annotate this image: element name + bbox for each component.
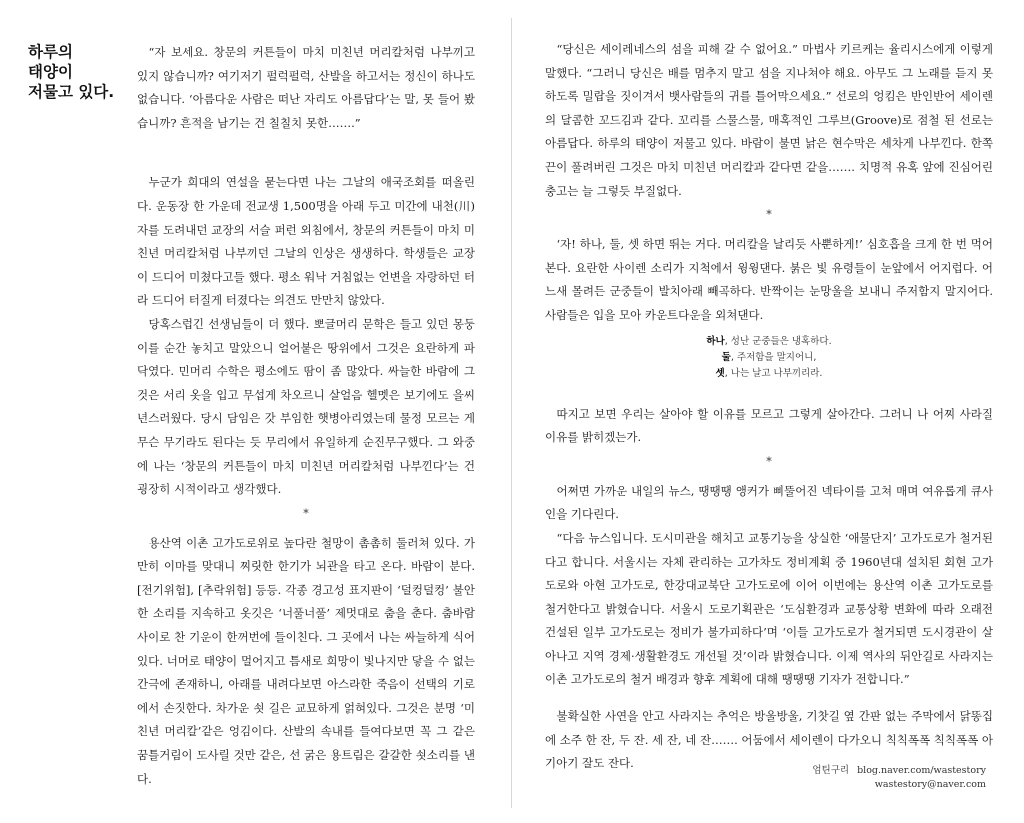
paragraph: 따지고 보면 우리는 살아야 할 이유를 모르고 그렇게 살아간다. 그러니 나 어찌 사라질 이유를 밝히겠는가. (545, 406, 993, 445)
chapter-title-line: 하루의 (28, 43, 73, 61)
paragraph: 당혹스럽긴 선생님들이 더 했다. 뽀글머리 문학은 들고 있던 몽둥이를 순간 놓치고 말았으니 얼어붙은 땅위에서 그것은 요란하게 파닥였다. 민머리 수학은 평소에도 땀이 좀 많았다. 싸늘한 바람에 그것은 서리 옷을 입고 무섭게 차오르니 살얼음 헬멧은 보기에도 을씨년스러웠다. 당시 담임은 갓 부임한 햇병아리였는데 물정 모르는 게 무슨 무기라도 된다는 듯 무리에서 유일하게 순진무구했다. 그 와중에 나는 ‘창문의 커튼들이 마치 미친년 머리칼처럼 나부낀다’는 건 굉장히 시적이라고 생각했다. (137, 316, 475, 497)
paragraph: “당신은 세이레네스의 섬을 피해 갈 수 없어요.” 마법사 키르케는 율리시스에게 이렇게 말했다. “그러니 당신은 배를 멈추지 말고 섬을 지나쳐야 해요. 아무도 그 노래를 듣지 못하도록 밀랍을 짓이겨서 뱃사람들의 귀를 틀어막으세요.” 선로의 엉킴은 반인반어 세이렌의 달콤한 꼬드김과 같다. 꼬리를 스물스물, 매혹적인 그루브(Groove)로 점철 된 선로는 아름답다. 하루의 태양이 저물고 있다. 바람이 불면 낡은 현수막은 세차게 나부낀다. 한쪽 끈이 풀려버린 그것은 마치 미친년 머리칼과 같다면 같을……. 치명적 유혹 앞에 진심어린 충고는 늘 그렇듯 부질없다. (545, 42, 993, 198)
verse-number: 하나 (706, 335, 725, 347)
verse-line (545, 334, 993, 350)
page-gutter (511, 18, 512, 808)
section-break: * (766, 454, 772, 468)
author-credit (804, 764, 986, 792)
verse-number: 둘 (721, 351, 731, 363)
right-page-column (545, 38, 993, 776)
section-break: * (303, 506, 309, 520)
countdown-verse (545, 334, 993, 382)
paragraph: “자 보세요. 창문의 커튼들이 마치 미친년 머리칼처럼 나부끼고 있지 않습니까? 여기저기 펄럭펄럭, 산발을 하고서는 정신이 하나도 없습니다. ‘아름다운 사람은 떠난 자리도 아름답다’는 말, 못 들어 봤습니까? 흔적을 남기는 건 칠칠치 못한…….” (137, 45, 475, 130)
left-page-column (137, 41, 475, 791)
blog-link[interactable]: blog.naver.com/wastestory (857, 765, 986, 776)
paragraph: 불확실한 사연을 안고 사라지는 추억은 방울방울, 기찻길 옆 간판 없는 주막에서 닭똥집에 소주 한 잔, 두 잔. 세 잔, 네 잔……. 어둠에서 세이렌이 다가오니 칙칙폭폭 칙칙폭폭 아기아기 잘도 잔다. (545, 709, 993, 771)
chapter-title-line: 저물고 있다. (28, 83, 115, 101)
paragraph: 어쩌면 가까운 내일의 뉴스, 땡땡땡 앵커가 삐뚤어진 넥타이를 고쳐 매며 여유롭게 큐사인을 기다린다. (545, 483, 993, 522)
verse-text: , 나는 날고 나부끼리라. (724, 367, 823, 379)
chapter-title-line: 태양이 (28, 63, 73, 81)
paragraph: “다음 뉴스입니다. 도시미관을 해치고 교통기능을 상실한 ‘애물단지’ 고가도로가 철거된다고 합니다. 서울시는 자체 관리하는 고가차도 정비계획 중 1960년대 설치된 회현 고가도로와 아현 고가도로, 한강대교북단 고가도로에 이어 이번에는 용산역 이촌 고가도로를 철거한다고 밝혔습니다. 서울시 도로기획관은 ‘도심환경과 교통상황 변화에 따라 오래전 건설된 일부 고가도로는 정비가 불가피하다’며 ‘이들 고가도로가 철거되면 도시경관이 살아나고 지역 경제·생활환경도 개선될 것’이라 밝혔습니다. 이제 역사의 뒤안길로 사라지는 이촌 고가도로의 철거 배경과 향후 계획에 대해 땡땡땡 기자가 전합니다.” (545, 530, 993, 687)
verse-line (545, 350, 993, 366)
verse-line (545, 366, 993, 382)
section-break: * (766, 208, 772, 222)
verse-text: , 성난 군중들은 냉혹하다. (724, 335, 832, 347)
paragraph: 누군가 희대의 연설을 묻는다면 나는 그날의 애국조회를 떠올린다. 운동장 한 가운데 전교생 1,500명을 아래 두고 미간에 내천(川)자를 도려내던 교장의 서슬 퍼런 외침에서, 창문의 커튼들이 마치 미친년 머리칼처럼 나부끼던 그날의 인상은 생생하다. 학생들은 교장이 드디어 미쳤다고들 했다. 평소 워낙 거침없는 언변을 자랑하던 터라 드디어 터질게 터졌다는 의견도 만만치 않았다. (137, 175, 475, 308)
author-email[interactable]: wastestory@naver.com (874, 779, 986, 790)
chapter-title (28, 42, 116, 102)
paragraph: ‘자! 하나, 둘, 셋 하면 뛰는 거다. 머리칼을 날리듯 사뿐하게!’ 심호흡을 크게 한 번 먹어본다. 요란한 사이렌 소리가 지척에서 윙윙댄다. 붉은 빛 유령들이 눈앞에서 어지럽다. 어느새 몰려든 군중들이 발치아래 빼곡하다. 반짝이는 눈망울을 보내니 주저함지 말지어다. 사람들은 입을 모아 카운트다운을 외쳐댄다. (545, 237, 993, 322)
verse-number: 셋 (715, 367, 725, 379)
author-name: 엄틴구리 (812, 765, 850, 776)
verse-text: , 주저함을 말지어니, (730, 351, 817, 363)
paragraph: 용산역 이촌 고가도로위로 높다란 철망이 촘촘히 둘러쳐 있다. 가만히 이마를 맞대니 찌릿한 한기가 뇌관을 타고 온다. 바람이 분다. [전기위험], [추락위험] 등등. 각종 경고성 표지판이 ‘덜컹덜컹’ 불안한 소리를 지속하고 옷깃은 ‘너풀너풀’ 제멋대로 춤을 춘다. 춤바람 사이로 찬 기운이 한꺼번에 들이친다. 그 곳에서 나는 싸늘하게 식어 있다. 너머로 태양이 멀어지고 틈새로 희망이 빛나지만 닿을 수 없는 간극에 존재하니, 아래를 내려다보면 아스라한 죽음이 선택의 기로에서 손짓한다. 차가운 쇳 길은 교묘하게 얽혀있다. 그것은 분명 ‘미친년 머리칼’같은 엉김이다. 산발의 속내를 들여다보면 꼭 그 같은 꿈틀거림이 도사릴 것만 같은, 선 굵은 용트림은 갈갈한 쇳소리를 낸다. (137, 535, 475, 786)
